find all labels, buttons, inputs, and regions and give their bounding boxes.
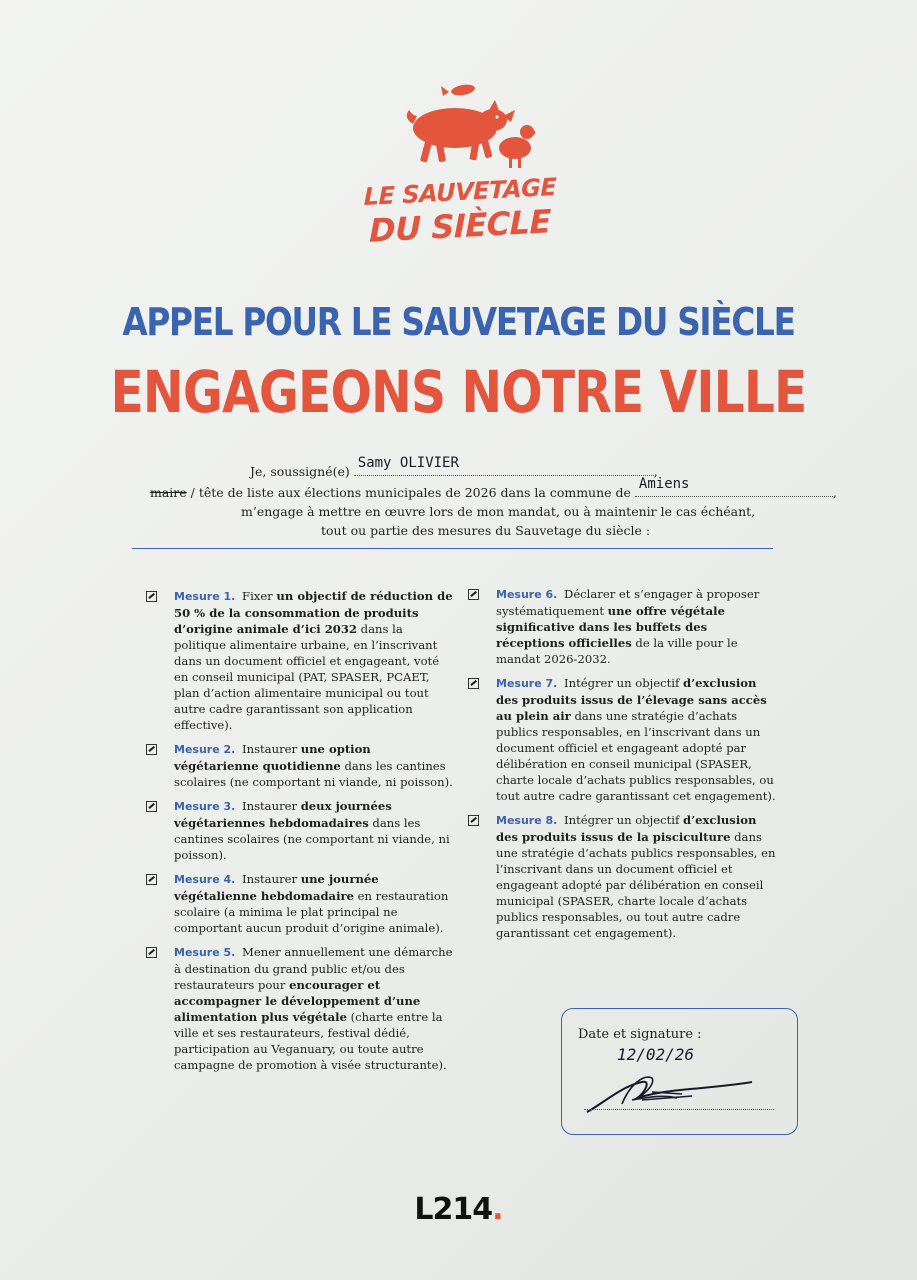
pledge-line-4: tout ou partie des mesures du Sauvetage du siècle : [321, 523, 651, 538]
commune-field[interactable] [635, 476, 833, 497]
appeal-subtitle: ENGAGEONS NOTRE VILLE [110, 358, 807, 426]
mesure-text: (charte entre la ville et ses restaurateurs, festival dédié, participation au Veganuary, ou toute autre campagne de promotion à visée structurante). [174, 1010, 447, 1072]
mesure-bold-text: une option végétarienne quotidienne [174, 742, 371, 773]
name-handwritten: Samy OLIVIER [357, 455, 459, 471]
signature-label: Date et signature : [578, 1027, 702, 1042]
checkbox-checked-icon[interactable] [146, 874, 157, 885]
pledge-comma-2: , [832, 485, 837, 500]
mesure-bold-text: deux journées végétariennes hebdomadaires [174, 799, 392, 830]
mesure-text: Instaurer [238, 872, 301, 886]
mesure-text: Fixer [238, 589, 277, 603]
mesure-text: dans une stratégie d’achats publics responsables, en l’inscrivant dans un document officiel et engageant adopté par délibération en conseil municipal (SPASER, charte locale d’achats publics responsables, ou tout autre cadre garantissant cet engagement). [496, 830, 776, 940]
mesure-7 [468, 675, 778, 804]
mesure-bold-text: encourager et accompagner le développement d’une alimentation plus végétale [174, 978, 421, 1024]
sauvetage-logo [360, 80, 560, 250]
checkbox-checked-icon[interactable] [468, 815, 479, 826]
pledge-line-commune [150, 476, 837, 500]
checkbox-checked-icon[interactable] [146, 591, 157, 602]
signature-line [584, 1109, 774, 1110]
mesure-label: Mesure 1. [174, 590, 236, 603]
mesures-left-column [146, 588, 456, 1081]
pledge-prefix: Je, soussigné(e) [250, 464, 350, 479]
mesure-label: Mesure 6. [496, 588, 558, 601]
mesure-label: Mesure 3. [174, 800, 236, 813]
handwritten-signature-icon [582, 1064, 772, 1119]
mesure-label: Mesure 8. [496, 814, 558, 827]
signature-date-handwritten: 12/02/26 [617, 1045, 695, 1064]
mesure-bold-text: une offre végétale significative dans les buffets des réceptions officielles [496, 604, 725, 650]
pledge-line-3: m’engage à mettre en œuvre lors de mon mandat, ou à maintenir le cas échéant, [241, 504, 756, 519]
appeal-title: APPEL POUR LE SAUVETAGE DU SIÈCLE [122, 300, 795, 344]
name-field[interactable] [354, 455, 654, 476]
animals-logo-icon [385, 80, 535, 170]
mesure-text: Instaurer [238, 799, 301, 813]
mesure-text: Déclarer et s’engager à proposer systématiquement [496, 587, 760, 618]
checkbox-checked-icon[interactable] [146, 801, 157, 812]
mesure-5 [146, 944, 456, 1073]
mesure-text: Instaurer [238, 742, 301, 756]
checkbox-checked-icon[interactable] [468, 589, 479, 600]
mesure-text: dans les cantines scolaires (ne comportant ni viande, ni poisson). [174, 759, 453, 789]
pledge-role-text: / tête de liste aux élections municipales de 2026 dans la commune de [190, 485, 631, 500]
struck-maire: maire [150, 485, 187, 500]
mesure-2 [146, 741, 456, 790]
mesure-text: de la ville pour le mandat 2026-2032. [496, 636, 738, 666]
mesure-8 [468, 812, 778, 941]
checkbox-checked-icon[interactable] [146, 744, 157, 755]
mesure-label: Mesure 4. [174, 873, 236, 886]
mesure-text: dans la politique alimentaire urbaine, en l’inscrivant dans un document officiel et engageant, voté en conseil municipal (PAT, SPASER, PCAET, plan d’action alimentaire municipal ou tout autre cadre garantissant son application effective). [174, 622, 440, 732]
mesure-text: dans les cantines scolaires (ne comportant ni viande, ni poisson). [174, 816, 450, 862]
mesure-4 [146, 871, 456, 936]
logo-line-2: DU SIÈCLE [369, 202, 551, 250]
mesure-text: Intégrer un objectif [560, 676, 683, 690]
mesure-bold-text: d’exclusion des produits issus de la pisciculture [496, 813, 757, 844]
logo-line-1: LE SAUVETAGE [363, 172, 557, 212]
mesure-3 [146, 798, 456, 863]
divider-rule [132, 548, 773, 549]
mesure-label: Mesure 7. [496, 677, 558, 690]
mesure-label: Mesure 5. [174, 946, 236, 959]
mesure-text: Mener annuellement une démarche à destination du grand public et/ou des restaurateurs pour [174, 945, 453, 992]
l214-logo [0, 1192, 917, 1227]
mesures-right-column [468, 586, 778, 949]
mesure-bold-text: d’exclusion des produits issus de l’élevage sans accès au plein air [496, 676, 767, 723]
mesure-bold-text: un objectif de réduction de 50 % de la consommation de produits d’origine animale d’ici 2032 [174, 589, 453, 636]
logo-wordmark [360, 170, 560, 248]
pledge-line-name [250, 455, 658, 479]
mesure-text: Intégrer un objectif [560, 813, 683, 827]
brand-dot: . [492, 1192, 503, 1227]
checkbox-checked-icon[interactable] [146, 947, 157, 958]
mesure-text: dans une stratégie d’achats publics responsables, en l’inscrivant dans un document officiel et engageant adopté par délibération en conseil municipal (SPASER, charte locale d’achats publics responsables, ou tout autre cadre garantissant cet engagement). [496, 709, 776, 803]
commune-handwritten: Amiens [638, 476, 690, 492]
signature-box[interactable] [561, 1008, 798, 1135]
checkbox-checked-icon[interactable] [468, 678, 479, 689]
mesure-1 [146, 588, 456, 733]
mesure-text: en restauration scolaire (a minima le plat principal ne comportant aucun produit d’origine animale). [174, 889, 449, 935]
pledge-comma-1: , [653, 464, 658, 479]
mesure-6 [468, 586, 778, 667]
mesure-bold-text: une journée végétalienne hebdomadaire [174, 872, 379, 903]
mesure-label: Mesure 2. [174, 743, 236, 756]
brand-text: L214 [414, 1192, 493, 1227]
